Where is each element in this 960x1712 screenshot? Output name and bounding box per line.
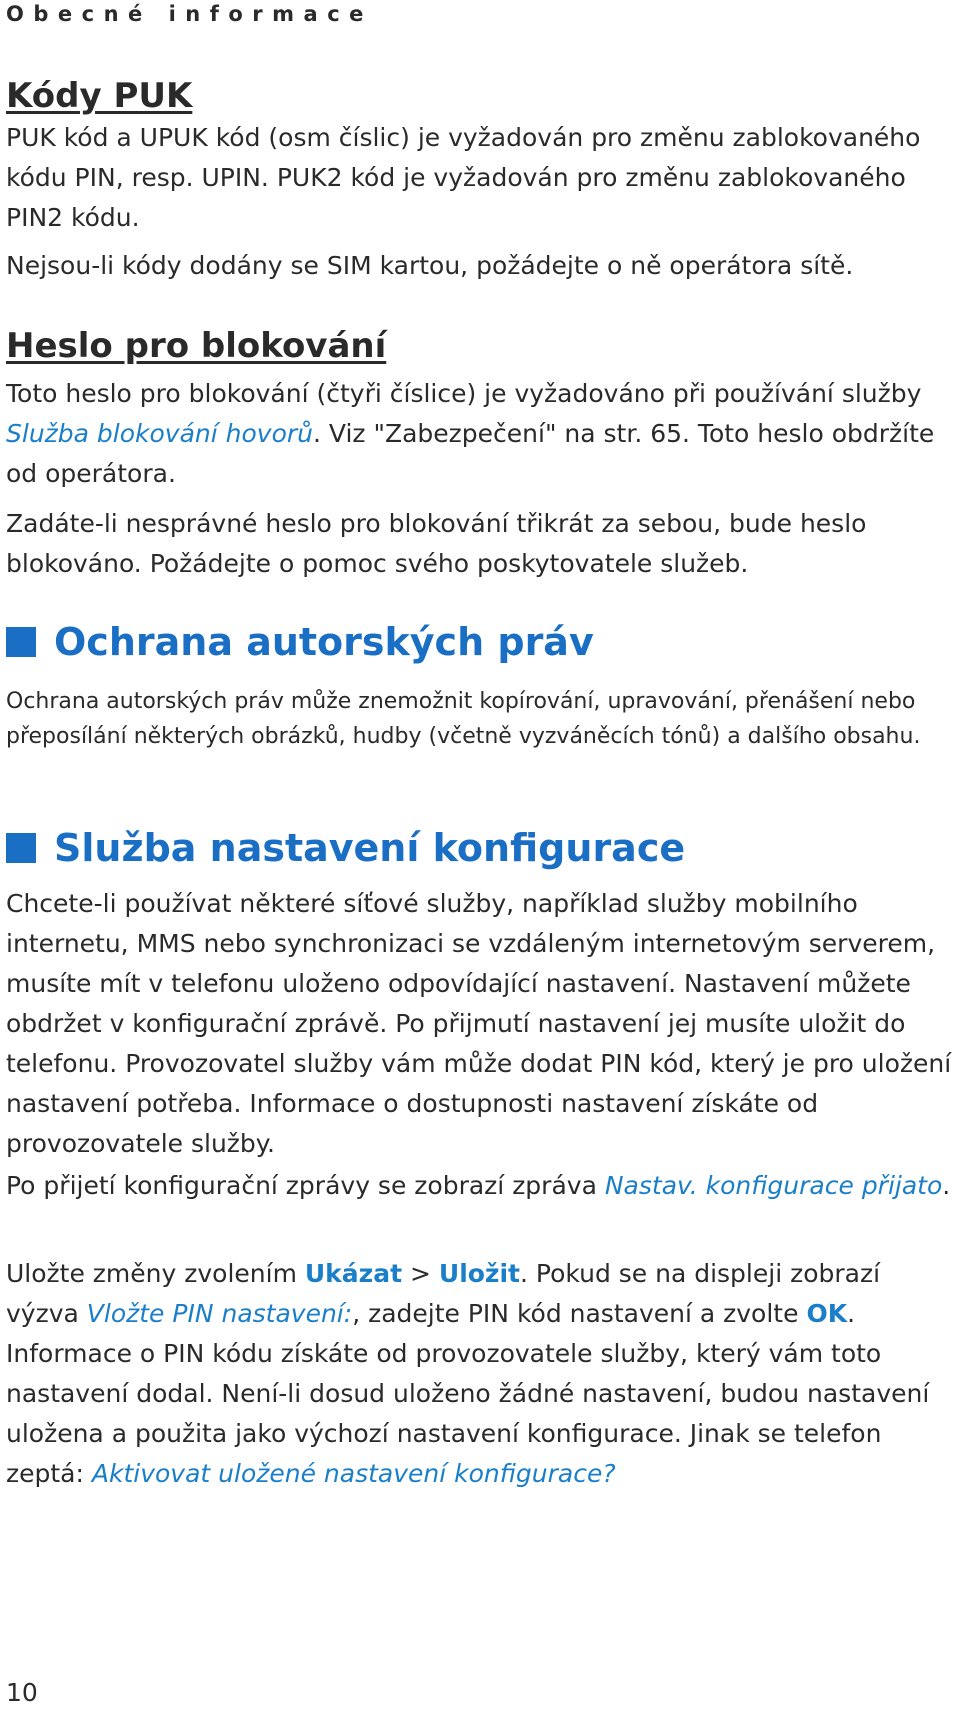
section-square-icon: [6, 627, 36, 657]
barring-heading: Heslo pro blokování: [6, 326, 387, 366]
show-softkey-label: Ukázat: [304, 1259, 403, 1288]
ok-softkey-label: OK: [806, 1299, 848, 1328]
save-softkey-label: Uložit: [438, 1259, 521, 1288]
config-paragraph-2: Po přijetí konfigurační zprávy se zobrazí zpráva Nastav. konfigurace přijato.: [6, 1171, 951, 1200]
call-barring-service-link: Služba blokování hovorů: [6, 419, 314, 448]
config-paragraph-1: Chcete-li používat některé síťové služby, například služby mobilního internetu, MMS nebo synchronizaci se vzdáleným internetovým serverem, musíte mít v telefonu uloženo odpovídající nastavení. Nastavení můžete obdržet v konfigurační zprávě. Po přijmutí nastavení jej musíte uložit do telefonu. Provozovatel služby vám může dodat PIN kód, který je pro uložení nastavení potřeba. Informace o dostupnosti nastavení získáte od provozovatele služby.: [6, 889, 952, 1158]
page-number: 10: [6, 1678, 38, 1707]
section-square-icon: [6, 833, 36, 863]
activate-config-prompt-link: Aktivovat uložené nastavení konfigurace?: [91, 1459, 616, 1488]
copyright-paragraph: Ochrana autorských práv může znemožnit kopírování, upravování, přenášení nebo přeposílání některých obrázků, hudby (včetně vyzváněcích tónů) a dalšího obsahu.: [6, 689, 921, 749]
barring-paragraph-2: Zadáte-li nesprávné heslo pro blokování třikrát za sebou, bude heslo blokováno. Požádejte o pomoc svého poskytovatele služeb.: [6, 509, 867, 578]
config-received-message-link: Nastav. konfigurace přijato: [604, 1171, 943, 1200]
puk-heading: Kódy PUK: [6, 76, 193, 116]
config-heading: Služba nastavení konfigurace: [6, 826, 685, 870]
barring-paragraph-1: Toto heslo pro blokování (čtyři číslice) je vyžadováno při používání služby Služba blokování hovorů. Viz "Zabezpečení" na str. 65. Toto heslo obdržíte od operátora.: [6, 379, 935, 488]
puk-paragraph-2: Nejsou-li kódy dodány se SIM kartou, požádejte o ně operátora sítě.: [6, 251, 854, 280]
copyright-heading: Ochrana autorských práv: [6, 620, 594, 664]
puk-paragraph-1: PUK kód a UPUK kód (osm číslic) je vyžadován pro změnu zablokovaného kódu PIN, resp. UPIN. PUK2 kód je vyžadován pro změnu zablokovaného PIN2 kódu.: [6, 123, 921, 232]
running-header: Obecné informace: [6, 2, 373, 26]
config-paragraph-3: Uložte změny zvolením Ukázat > Uložit. Pokud se na displeji zobrazí výzva Vložte PIN nastavení:, zadejte PIN kód nastavení a zvolte OK. Informace o PIN kódu získáte od provozovatele služby, který vám toto nastavení dodal. Není-li dosud uloženo žádné nastavení, budou nastavení uložena a použita jako výchozí nastavení konfigurace. Jinak se telefon zeptá: Aktivovat uložené nastavení konfigurace?: [6, 1259, 930, 1488]
enter-pin-prompt-link: Vložte PIN nastavení:: [86, 1299, 353, 1328]
